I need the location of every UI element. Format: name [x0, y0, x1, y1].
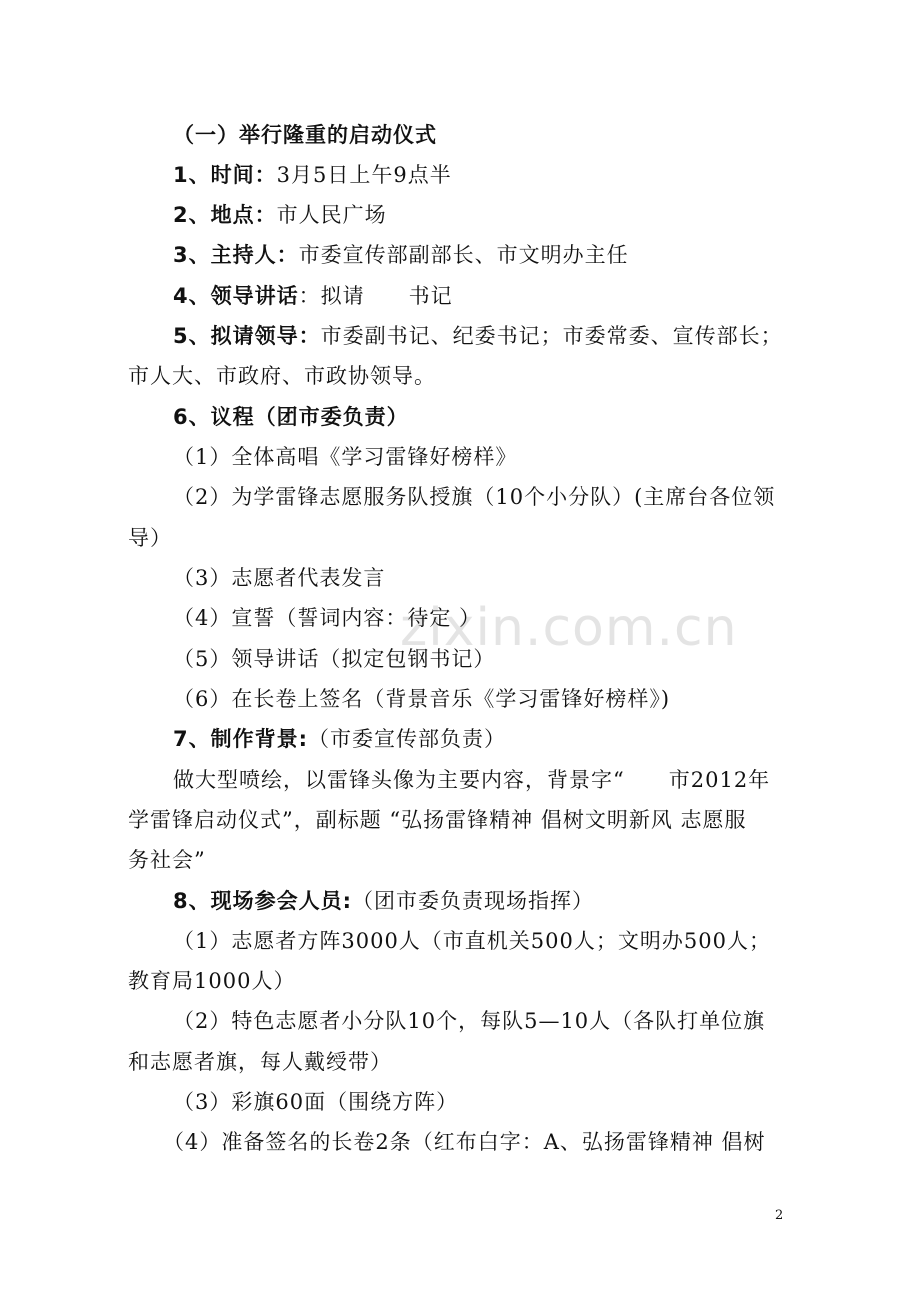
line-8-bold: 6、议程（团市委负责）	[173, 405, 409, 429]
line-4-text: 市委宣传部副部长、市文明办主任	[298, 243, 629, 267]
line-21-text: （1）志愿者方阵3000人（市直机关500人；文明办500人；	[173, 929, 771, 953]
line-6-text: 市委副书记、纪委书记；市委常委、宣传部长；	[320, 324, 783, 348]
line-16-text: （市委宣传部负责）	[308, 727, 507, 751]
line-2	[173, 160, 452, 190]
line-12	[173, 563, 385, 593]
line-3	[173, 200, 387, 230]
line-10-text: （2）为学雷锋志愿服务队授旗（10个小分队）(主席台各位领	[173, 485, 776, 509]
line-10	[173, 482, 775, 512]
line-13-text: （4）宣誓（誓词内容：待定 ）	[173, 606, 482, 630]
line-22	[128, 966, 295, 996]
line-15-text: （6）在长卷上签名（背景音乐《学习雷锋好榜样》)	[173, 687, 671, 711]
line-15	[173, 684, 670, 714]
line-3-bold: 2、地点：	[173, 203, 277, 227]
line-4-bold: 3、主持人：	[173, 243, 299, 267]
line-18-text: 学雷锋启动仪式”，副标题 “弘扬雷锋精神 倡树文明新风 志愿服	[128, 808, 747, 832]
line-14	[173, 644, 495, 674]
line-17-text: 做大型喷绘，以雷锋头像为主要内容，背景字“ 市2012年	[173, 768, 771, 792]
line-11-text: 导）	[128, 526, 172, 550]
line-20-text: （团市委负责现场指挥）	[352, 889, 595, 913]
line-6	[173, 321, 783, 351]
line-5-bold: 4、领导讲话	[173, 284, 299, 308]
line-24-text: 和志愿者旗，每人戴绶带）	[128, 1050, 392, 1074]
line-17	[173, 765, 770, 795]
line-26	[163, 1127, 766, 1157]
line-1-bold: （一）举行隆重的启动仪式	[173, 123, 437, 147]
line-7	[128, 361, 436, 391]
line-25-text: （3）彩旗60面（围绕方阵）	[173, 1090, 459, 1114]
line-19-text: 务社会”	[128, 848, 206, 872]
line-2-text: 3月5日上午9点半	[276, 163, 452, 187]
page-number: 2	[775, 1208, 784, 1223]
line-21	[173, 926, 771, 956]
line-5-text: ：拟请 书记	[298, 284, 453, 308]
line-16	[173, 724, 506, 754]
line-16-bold: 7、制作背景:	[173, 727, 309, 751]
line-23-text: （2）特色志愿者小分队10个，每队5—10人（各队打单位旗	[173, 1009, 766, 1033]
line-14-text: （5）领导讲话（拟定包钢书记）	[173, 647, 496, 671]
line-12-text: （3）志愿者代表发言	[173, 566, 386, 590]
line-23	[173, 1006, 765, 1036]
line-6-bold: 5、拟请领导：	[173, 324, 321, 348]
line-4	[173, 240, 629, 270]
watermark: zixin.com.cn	[400, 598, 738, 658]
line-8	[173, 402, 409, 432]
line-5	[173, 281, 453, 311]
line-9-text: （1）全体高唱《学习雷锋好榜样》	[173, 445, 518, 469]
line-19	[128, 845, 206, 875]
line-25	[173, 1087, 458, 1117]
line-9	[173, 442, 517, 472]
line-7-text: 市人大、市政府、市政协领导。	[128, 364, 436, 388]
line-18	[128, 805, 747, 835]
line-22-text: 教育局1000人）	[128, 969, 296, 993]
line-3-text: 市人民广场	[276, 203, 387, 227]
line-11	[128, 523, 172, 553]
line-20-bold: 8、现场参会人员:	[173, 889, 353, 913]
line-1	[173, 120, 437, 150]
line-2-bold: 1、时间：	[173, 163, 277, 187]
line-20	[173, 886, 594, 916]
line-26-text: （4）准备签名的长卷2条（红布白字：A、弘扬雷锋精神 倡树	[163, 1130, 766, 1154]
line-13	[173, 603, 481, 633]
line-24	[128, 1047, 392, 1077]
